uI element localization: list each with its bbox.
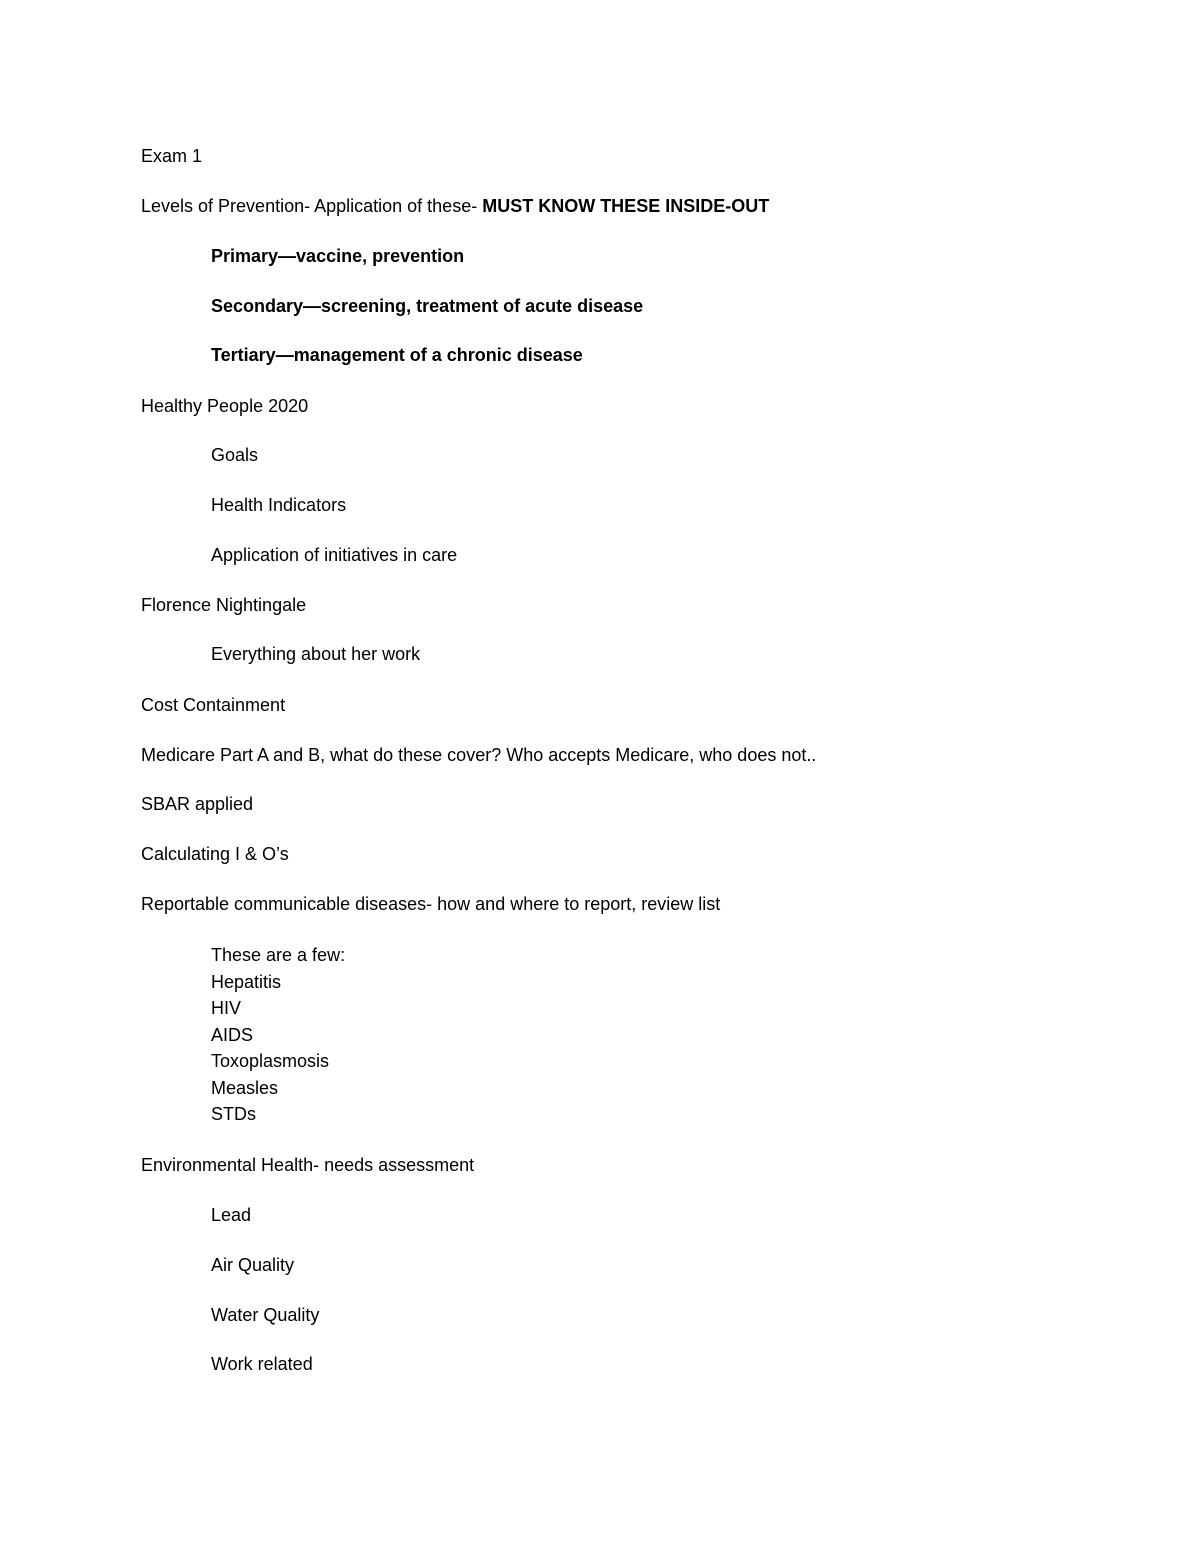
environmental-item: Lead	[211, 1205, 252, 1225]
disease-item: AIDS	[211, 1024, 254, 1045]
disease-item: HIV	[211, 998, 242, 1018]
healthy-people-heading: Healthy People 2020	[141, 396, 309, 416]
healthy-people-item: Goals	[211, 445, 259, 465]
disease-item: Toxoplasmosis	[211, 1051, 330, 1071]
environmental-item: Work related	[211, 1354, 313, 1374]
healthy-people-item: Health Indicators	[211, 495, 347, 515]
reportable-disease-list	[211, 942, 345, 1128]
document-title: Exam 1	[141, 146, 203, 166]
tertiary-prevention: Tertiary—management of a chronic disease	[211, 345, 583, 365]
nightingale-heading: Florence Nightingale	[141, 595, 307, 615]
prevention-heading-text: Levels of Prevention- Application of these-	[141, 196, 483, 216]
primary-prevention: Primary—vaccine, prevention	[211, 246, 465, 266]
disease-item: Hepatitis	[211, 971, 282, 992]
reportable-intro: These are a few:	[211, 945, 346, 965]
secondary-prevention: Secondary—screening, treatment of acute disease	[211, 296, 644, 316]
disease-item: Measles	[211, 1077, 279, 1098]
cost-containment: Cost Containment	[141, 695, 286, 715]
nightingale-item: Everything about her work	[211, 644, 421, 664]
sbar-line: SBAR applied	[141, 794, 254, 814]
io-line: Calculating I & O’s	[141, 844, 289, 864]
disease-item: STDs	[211, 1104, 256, 1124]
healthy-people-item: Application of initiatives in care	[211, 545, 458, 565]
environmental-item: Air Quality	[211, 1255, 295, 1275]
environmental-heading: Environmental Health- needs assessment	[141, 1155, 475, 1175]
environmental-item: Water Quality	[211, 1305, 320, 1325]
medicare-question: Medicare Part A and B, what do these cover? Who accepts Medicare, who does not..	[141, 745, 817, 765]
reportable-heading: Reportable communicable diseases- how and where to report, review list	[141, 894, 721, 914]
prevention-heading	[141, 195, 769, 217]
prevention-heading-emphasis: MUST KNOW THESE INSIDE-OUT	[482, 196, 770, 216]
